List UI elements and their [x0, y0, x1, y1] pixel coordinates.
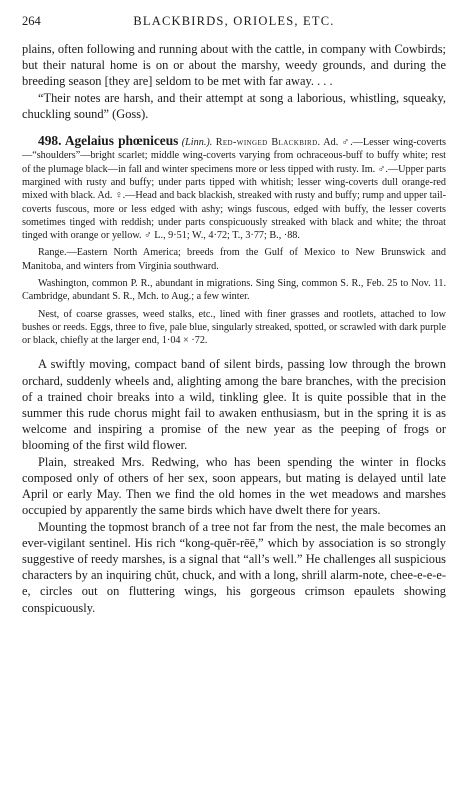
species-common-name: Red-winged Blackbird.	[215, 137, 321, 149]
goss-quote: “Their notes are harsh, and their attempt at song a laborious, whistling, squeaky, chuckling sound” (Goss).	[22, 90, 446, 121]
body-paragraph-3: Mounting the topmost branch of a tree not far from the nest, the male becomes an ever-vigilant sentinel. His rich “kong-quĕr-rēē,” which by association is so strongly suggestive of reedy marshes, is a signal that “all’s well.” He challenges all suspicious characters by an inquiring chŭt, chuck, and with a long, shrill alarm-note, chee-e-e-e-e, circles out on fluttering wings, his gorgeous crimson epaulets showing conspicuously.	[22, 519, 446, 615]
body-paragraph-1: A swiftly moving, compact band of silent birds, passing low through the brown orchard, suddenly wheels and, alighting among the bare branches, with the precision of a trained choir breaks into a wild, tinkling glee. It is quite possible that in the summer this rude chorus might fail to awaken enthusiasm, but in the spring it is as welcome and inspiring a promise of the new year as the peeping of frogs or blooming of the first wild flower.	[22, 357, 446, 453]
continued-paragraph: plains, often following and running about with the cattle, in company with Cowbirds; but their natural home is on or about the marshy, weedy grounds, and during the breeding season [they are] seldom to be met with far away. . . .	[22, 42, 446, 89]
records-paragraph: Washington, common P. R., abundant in migrations. Sing Sing, common S. R., Feb. 25 to Nov. 11. Cambridge, abundant S. R., Mch. to Aug.; a few winter.	[22, 277, 446, 303]
species-authority: (Linn.).	[181, 137, 213, 149]
species-number: 498.	[38, 133, 62, 149]
running-title: BLACKBIRDS, ORIOLES, ETC.	[133, 14, 335, 28]
species-name: Agelaius phœniceus	[64, 133, 179, 149]
running-header	[22, 14, 446, 29]
range-paragraph: Range.—Eastern North America; breeds from the Gulf of Mexico to New Brunswick and Manitoba, and winters from Virginia southward.	[22, 247, 446, 272]
plumage-description: Ad. ♂.—Lesser wing-coverts—“shoulders”—bright scarlet; middle wing-coverts varying from ochraceous-buff to buffy white; rest of the plumage black—in fall and winter specimens more or less tipped with rusty. Im. ♂.—Upper parts margined with rusty and buffy; under parts tipped with whitish; lesser wing-coverts dull orange-red mixed with black. Ad. ♀.—Head and back blackish, streaked with rusty and buffy; rump and upper tail-coverts fuscous, more or less edged with ashy; wings fuscous, edged with buffy, the lesser coverts sometimes tinged with reddish; under parts conspicuously streaked with black and white; the throat tinged with orange or yellow. ♂ L., 9·51; W., 4·72; T., 3·77; B., ·88.	[22, 137, 447, 242]
nest-paragraph: Nest, of coarse grasses, weed stalks, etc., lined with finer grasses and rootlets, attached to low bushes or reeds. Eggs, three to five, pale blue, singularly streaked, spotted, or scrawled with dark purple or black, chiefly at the larger end, 1·04 × ·72.	[22, 308, 446, 347]
page-number: 264	[22, 14, 41, 28]
species-description	[22, 134, 446, 242]
body-paragraph-2: Plain, streaked Mrs. Redwing, who has been spending the winter in flocks composed only of others of her sex, soon appears, but mating is delayed until late April or early May. Then we find the old homes in the wet meadows and marshes occupied by apparently the same birds which have dwelt there for years.	[22, 454, 446, 518]
